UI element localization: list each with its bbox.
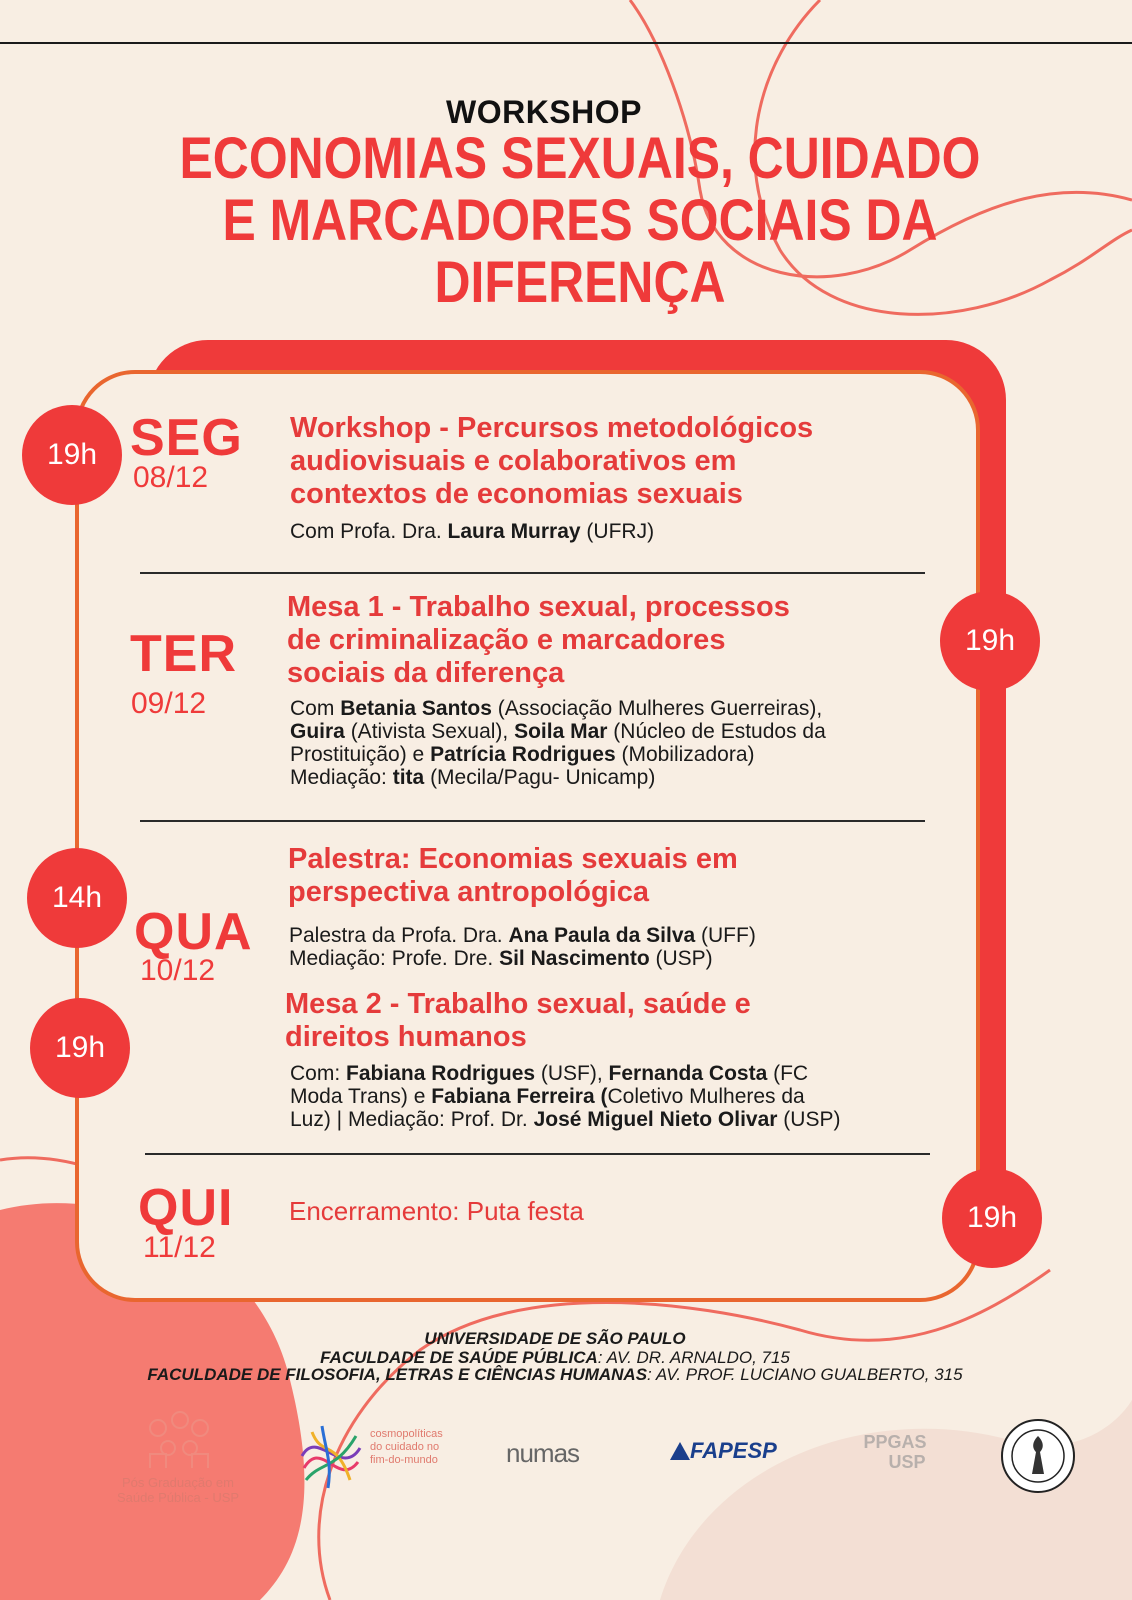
- event-desc-qua-1: [289, 924, 756, 970]
- desc-text: Mediação: Profe. Dre.: [289, 947, 500, 970]
- desc-text: Palestra da Profa. Dra.: [289, 924, 509, 947]
- people-network-icon: [108, 1408, 248, 1470]
- separator: [145, 1153, 930, 1155]
- speaker-name: tita: [392, 766, 425, 789]
- desc-text: (Associação Mulheres Guerreiras),: [491, 697, 823, 720]
- speaker-name: Sil Nascimento: [499, 947, 650, 970]
- footer-fflch: [0, 1366, 1110, 1384]
- time-badge-seg: 19h: [22, 405, 122, 505]
- event-title-line: Mesa 1 - Trabalho sexual, processos: [287, 591, 790, 623]
- desc-line: [290, 720, 826, 743]
- colorful-scribble-icon: [292, 1418, 368, 1494]
- title-line-1: ECONOMIAS SEXUAIS, CUIDADO: [179, 126, 981, 191]
- logo-text: fim-do-mundo: [370, 1454, 438, 1466]
- separator: [140, 572, 925, 574]
- logo-posgrad-saude-publica: [108, 1408, 248, 1508]
- top-rule: [0, 42, 1132, 44]
- desc-text: (USP): [649, 947, 713, 970]
- desc-line: [289, 924, 756, 947]
- logo-text: Saúde Pública - USP: [116, 1490, 240, 1505]
- day-seg: SEG: [130, 409, 243, 467]
- event-closing: Encerramento: Puta festa: [289, 1196, 584, 1226]
- event-desc-seg: [290, 520, 654, 543]
- event-title-qua-1: [288, 843, 738, 909]
- speaker-name: Fabiana Ferreira (: [431, 1085, 608, 1108]
- speaker-name: Laura Murray: [447, 520, 581, 543]
- fapesp-mark-icon: [668, 1440, 692, 1462]
- day-qua: QUA: [134, 903, 253, 961]
- speaker-name: José Miguel Nieto Olivar: [533, 1108, 778, 1131]
- desc-line: [290, 766, 826, 789]
- logo-text: do cuidado no: [370, 1441, 440, 1453]
- day-qui: QUI: [138, 1179, 234, 1237]
- desc-line: [289, 947, 756, 970]
- footer-text: FACULDADE DE SAÚDE PÚBLICA: [320, 1348, 598, 1367]
- event-title-ter: [287, 591, 790, 690]
- desc-line: [290, 697, 826, 720]
- event-title-line: audiovisuais e colaborativos em: [290, 445, 737, 477]
- speaker-name: Betania Santos: [340, 697, 492, 720]
- event-title-line: Workshop - Percursos metodológicos: [290, 412, 814, 444]
- main-title: [167, 128, 993, 314]
- separator: [140, 820, 925, 822]
- event-title-seg: [290, 412, 813, 511]
- event-desc-ter: [290, 697, 826, 789]
- footer-text: : AV. DR. ARNALDO, 715: [597, 1348, 790, 1367]
- logo-usp-seal: [1000, 1418, 1076, 1494]
- desc-line: [290, 1108, 840, 1131]
- logo-cosmopoliticas: [292, 1418, 442, 1498]
- desc-text: (UFF): [695, 924, 756, 947]
- date-seg: 08/12: [133, 461, 209, 494]
- title-line-3: DIFERENÇA: [434, 250, 726, 315]
- desc-line: [290, 743, 826, 766]
- desc-line: [290, 1062, 840, 1085]
- workshop-kicker: WORKSHOP: [446, 94, 642, 130]
- logo-text: cosmopolíticas: [370, 1428, 443, 1440]
- desc-text: (Mecila/Pagu- Unicamp): [424, 766, 656, 789]
- event-title-line: contextos de economias sexuais: [290, 478, 743, 510]
- logo-numas: numas: [506, 1438, 580, 1468]
- logo-text: USP: [888, 1452, 926, 1472]
- time-badge-qua-1: 14h: [27, 848, 127, 948]
- footer-text: UNIVERSIDADE DE SÃO PAULO: [424, 1329, 686, 1348]
- desc-text: (Ativista Sexual),: [344, 720, 515, 743]
- date-qui: 11/12: [143, 1231, 216, 1264]
- event-title-line: de criminalização e marcadores: [287, 624, 726, 656]
- desc-line: [290, 1085, 840, 1108]
- event-desc-qua-2: [290, 1062, 840, 1131]
- speaker-name: Guira: [290, 720, 345, 743]
- desc-text: (Núcleo de Estudos da: [607, 720, 826, 743]
- title-line-2: E MARCADORES SOCIAIS DA: [222, 188, 938, 253]
- speaker-name: Ana Paula da Silva: [508, 924, 696, 947]
- desc-text: (USP): [777, 1108, 841, 1131]
- time-badge-qui: 19h: [942, 1168, 1042, 1268]
- speaker-name: Soila Mar: [514, 720, 608, 743]
- event-title-line: perspectiva antropológica: [288, 876, 649, 908]
- desc-text: (USF),: [535, 1062, 609, 1085]
- footer-text: FACULDADE DE FILOSOFIA, LETRAS E CIÊNCIAS HUMANAS: [147, 1365, 648, 1384]
- day-ter: TER: [130, 625, 237, 683]
- desc-text: Mediação:: [290, 766, 393, 789]
- logo-text: Pós Graduação em: [121, 1475, 234, 1490]
- speaker-name: Patrícia Rodrigues: [430, 743, 616, 766]
- desc-text: Com: [290, 697, 341, 720]
- date-ter: 09/12: [131, 687, 207, 720]
- desc-text: Prostituição) e: [290, 743, 431, 766]
- logo-text: PPGAS: [863, 1432, 927, 1452]
- speaker-name: Fabiana Rodrigues: [346, 1062, 536, 1085]
- desc-text: Coletivo Mulheres da: [607, 1085, 805, 1108]
- desc-text: Com:: [290, 1062, 347, 1085]
- event-title-line: Palestra: Economias sexuais em: [288, 843, 738, 875]
- event-title-line: direitos humanos: [285, 1021, 527, 1053]
- event-title-qua-2: [285, 988, 751, 1054]
- event-title-line: sociais da diferença: [287, 657, 565, 689]
- desc-text: Luz) | Mediação: Prof. Dr.: [290, 1108, 534, 1131]
- event-title-line: Mesa 2 - Trabalho sexual, saúde e: [285, 988, 751, 1020]
- date-qua: 10/12: [140, 954, 216, 987]
- time-badge-qua-2: 19h: [30, 998, 130, 1098]
- desc-text: Com Profa. Dra.: [290, 520, 448, 543]
- desc-text: (Mobilizadora): [615, 743, 755, 766]
- speaker-name: Fernanda Costa: [608, 1062, 768, 1085]
- desc-text: (FC: [767, 1062, 809, 1085]
- logo-ppgas-usp: [860, 1432, 930, 1472]
- usp-seal-icon: [1000, 1418, 1076, 1494]
- footer-text: : AV. PROF. LUCIANO GUALBERTO, 315: [647, 1365, 963, 1384]
- desc-text: Moda Trans) e: [290, 1085, 432, 1108]
- logo-text: FAPESP: [690, 1438, 777, 1463]
- time-badge-ter: 19h: [940, 591, 1040, 691]
- footer-university: [0, 1330, 1110, 1348]
- desc-text: (UFRJ): [580, 520, 655, 543]
- logo-fapesp: [668, 1438, 778, 1478]
